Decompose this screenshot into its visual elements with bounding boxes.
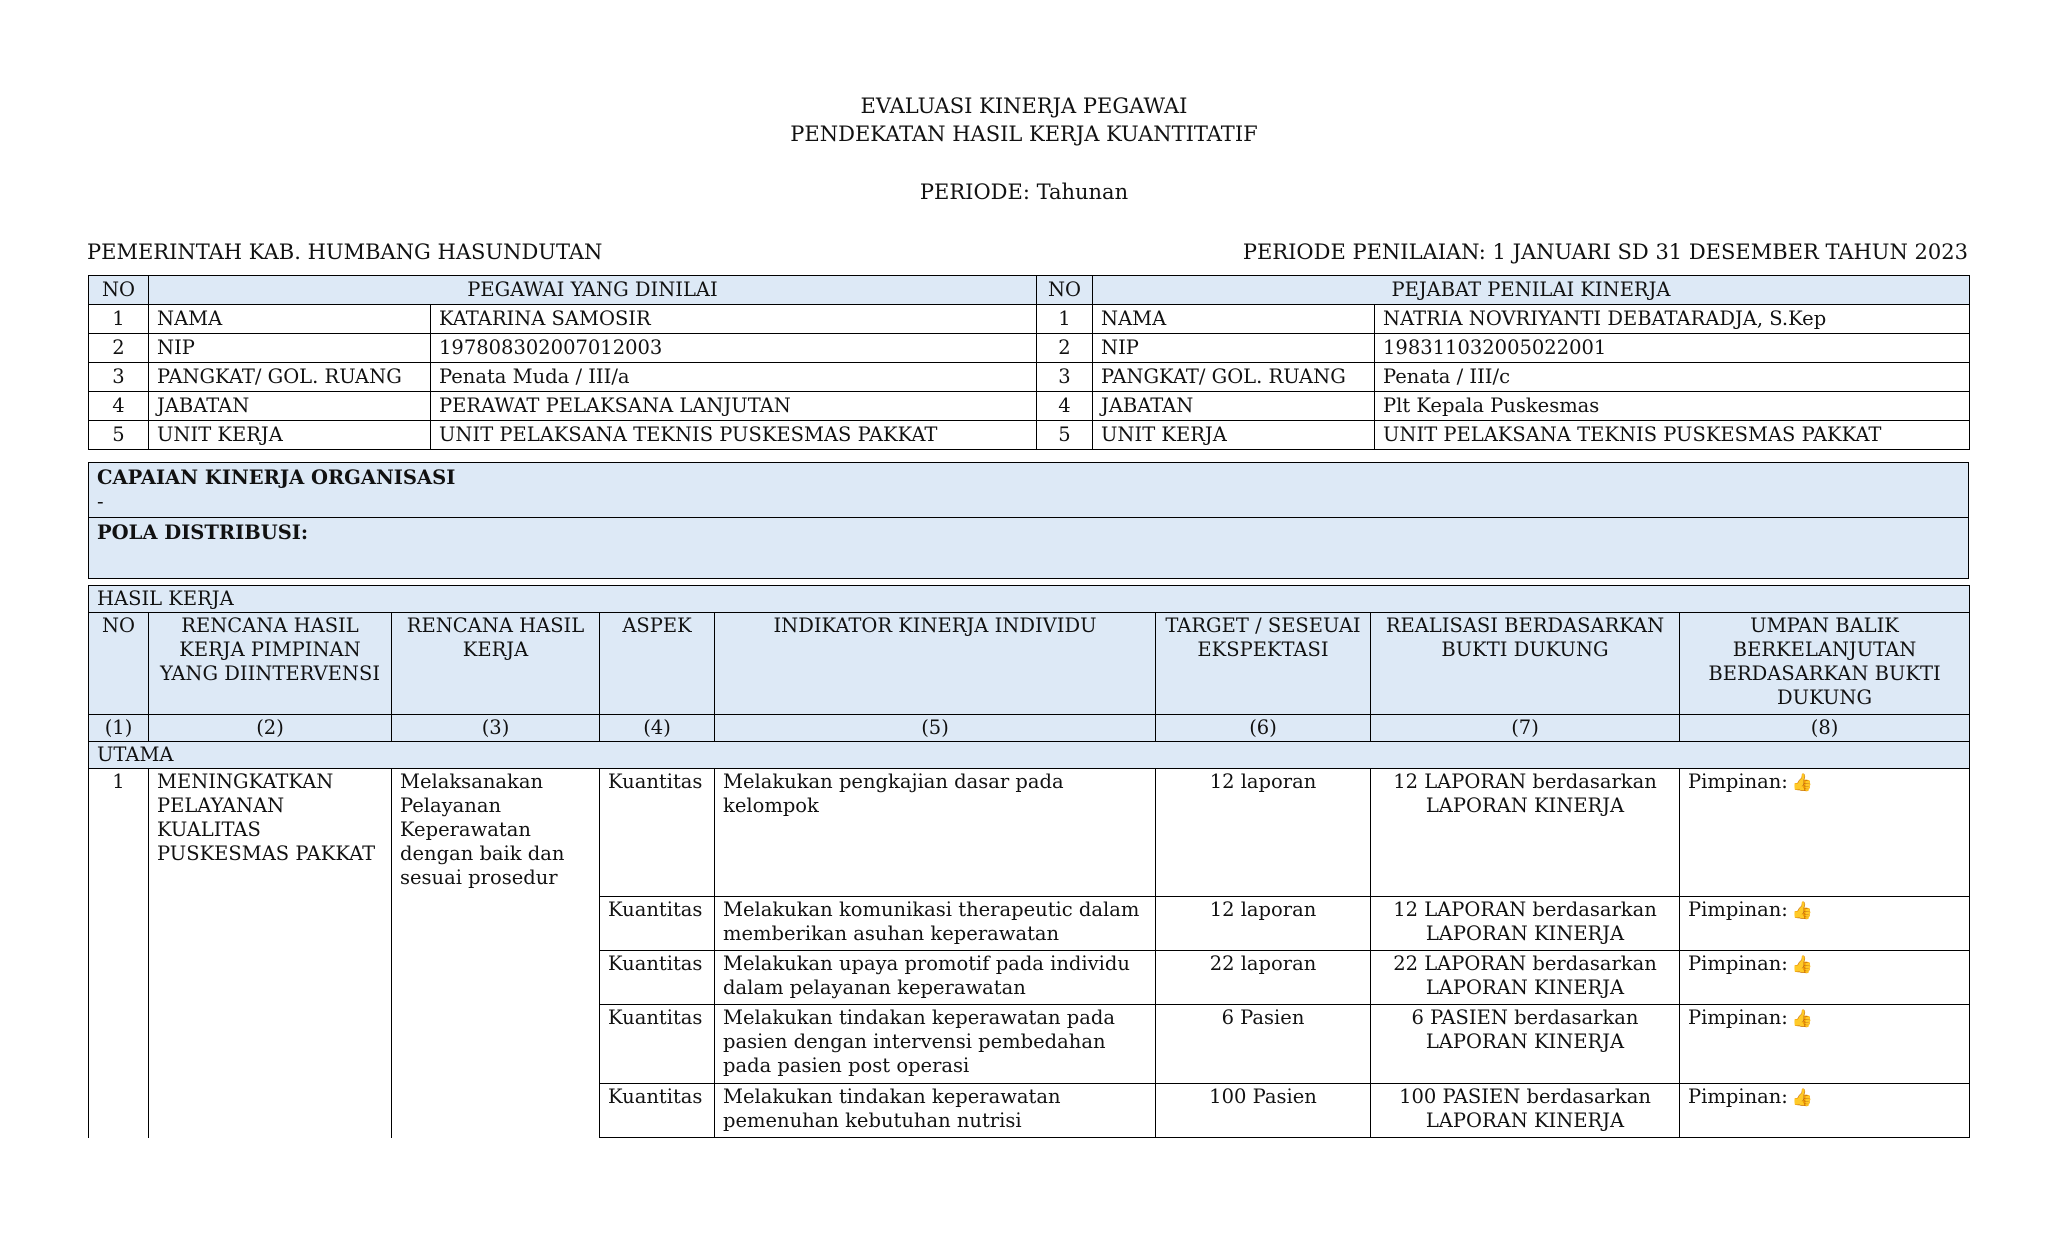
column-number: (5) (715, 715, 1156, 742)
realisasi-cell: 6 PASIEN berdasarkan LAPORAN KINERJA (1371, 1005, 1680, 1084)
pegawai-dinilai-header: PEGAWAI YANG DINILAI (149, 276, 1037, 305)
thumbs-up-icon: 👍 (1791, 955, 1814, 975)
umpan-balik-cell (1680, 951, 1970, 1005)
umpan-balik-label: Pimpinan: (1688, 1006, 1788, 1029)
table-row (89, 305, 1970, 334)
column-header: RENCANA HASIL KERJA PIMPINAN YANG DIINTERVENSI (149, 613, 392, 715)
row-no: 5 (89, 421, 149, 450)
indikator-cell: Melakukan tindakan keperawatan pada pasien dengan intervensi pembedahan pada pasien post operasi (715, 1005, 1156, 1084)
column-header: INDIKATOR KINERJA INDIVIDU (715, 613, 1156, 715)
document-subtitle: PENDEKATAN HASIL KERJA KUANTITATIF (790, 122, 1258, 146)
row-label: NIP (1093, 334, 1375, 363)
row-value: 198311032005022001 (1375, 334, 1970, 363)
capaian-row (89, 463, 1969, 518)
row-no: 3 (1037, 363, 1093, 392)
entry-no: 1 (89, 769, 149, 1138)
row-label: UNIT KERJA (149, 421, 431, 450)
umpan-balik-label: Pimpinan: (1688, 770, 1788, 793)
row-no: 4 (1037, 392, 1093, 421)
rencana-pimpinan: MENINGKATKAN PELAYANAN KUALITAS PUSKESMAS PAKKAT (149, 769, 392, 1138)
realisasi-cell: 12 LAPORAN berdasarkan LAPORAN KINERJA (1371, 897, 1680, 951)
section-label: HASIL KERJA (89, 586, 1970, 613)
row-value: Penata Muda / III/a (431, 363, 1037, 392)
pegawai-header-row (89, 276, 1970, 305)
pegawai-table (88, 275, 1970, 450)
row-no: 1 (1037, 305, 1093, 334)
column-number: (2) (149, 715, 392, 742)
row-label: NAMA (149, 305, 431, 334)
row-label: JABATAN (149, 392, 431, 421)
column-header: TARGET / SESEUAI EKSPEKTASI (1156, 613, 1371, 715)
umpan-balik-cell (1680, 769, 1970, 897)
capaian-value: - (97, 490, 104, 513)
group-label: UTAMA (89, 742, 1970, 769)
group-row (89, 742, 1970, 769)
column-number: (1) (89, 715, 149, 742)
capaian-cell (89, 463, 1969, 518)
thumbs-up-icon: 👍 (1791, 1088, 1814, 1108)
table-row (89, 421, 1970, 450)
row-no: 5 (1037, 421, 1093, 450)
thumbs-up-icon: 👍 (1791, 1009, 1814, 1029)
row-value: Penata / III/c (1375, 363, 1970, 392)
row-label: NAMA (1093, 305, 1375, 334)
hasil-kerja-table (88, 585, 1970, 1138)
target-cell: 12 laporan (1156, 897, 1371, 951)
target-cell: 12 laporan (1156, 769, 1371, 897)
indikator-cell: Melakukan komunikasi therapeutic dalam memberikan asuhan keperawatan (715, 897, 1156, 951)
indikator-cell: Melakukan pengkajian dasar pada kelompok (715, 769, 1156, 897)
row-value: PERAWAT PELAKSANA LANJUTAN (431, 392, 1037, 421)
realisasi-cell: 22 LAPORAN berdasarkan LAPORAN KINERJA (1371, 951, 1680, 1005)
aspek-cell: Kuantitas (600, 951, 715, 1005)
umpan-balik-label: Pimpinan: (1688, 952, 1788, 975)
target-cell: 6 Pasien (1156, 1005, 1371, 1084)
column-number: (4) (600, 715, 715, 742)
row-value: UNIT PELAKSANA TEKNIS PUSKESMAS PAKKAT (431, 421, 1037, 450)
aspek-cell: Kuantitas (600, 897, 715, 951)
realisasi-cell: 100 PASIEN berdasarkan LAPORAN KINERJA (1371, 1084, 1680, 1138)
organisasi-table (88, 462, 1969, 579)
row-label: JABATAN (1093, 392, 1375, 421)
umpan-balik-cell (1680, 897, 1970, 951)
document-title: EVALUASI KINERJA PEGAWAI (860, 94, 1188, 118)
indikator-cell: Melakukan upaya promotif pada individu dalam pelayanan keperawatan (715, 951, 1156, 1005)
aspek-cell: Kuantitas (600, 769, 715, 897)
pejabat-penilai-header: PEJABAT PENILAI KINERJA (1093, 276, 1970, 305)
target-cell: 100 Pasien (1156, 1084, 1371, 1138)
pola-cell (89, 518, 1969, 579)
umpan-balik-cell (1680, 1005, 1970, 1084)
row-label: UNIT KERJA (1093, 421, 1375, 450)
col-no-header: NO (89, 276, 149, 305)
row-value: Plt Kepala Puskesmas (1375, 392, 1970, 421)
column-number: (6) (1156, 715, 1371, 742)
target-cell: 22 laporan (1156, 951, 1371, 1005)
column-header: UMPAN BALIK BERKELANJUTAN BERDASARKAN BUKTI DUKUNG (1680, 613, 1970, 715)
pola-label: POLA DISTRIBUSI: (97, 521, 309, 544)
column-header: REALISASI BERDASARKAN BUKTI DUKUNG (1371, 613, 1680, 715)
periode-label: PERIODE: Tahunan (919, 180, 1129, 204)
section-row (89, 586, 1970, 613)
thumbs-up-icon: 👍 (1791, 773, 1814, 793)
indikator-cell: Melakukan tindakan keperawatan pemenuhan kebutuhan nutrisi (715, 1084, 1156, 1138)
row-label: PANGKAT/ GOL. RUANG (1093, 363, 1375, 392)
umpan-balik-label: Pimpinan: (1688, 898, 1788, 921)
table-row (89, 334, 1970, 363)
col-no-header: NO (1037, 276, 1093, 305)
row-label: PANGKAT/ GOL. RUANG (149, 363, 431, 392)
column-header-row (89, 613, 1970, 715)
row-value: NATRIA NOVRIYANTI DEBATARADJA, S.Kep (1375, 305, 1970, 334)
column-header: RENCANA HASIL KERJA (392, 613, 600, 715)
column-header: NO (89, 613, 149, 715)
aspek-cell: Kuantitas (600, 1084, 715, 1138)
row-value: KATARINA SAMOSIR (431, 305, 1037, 334)
table-row (89, 363, 1970, 392)
column-number-row (89, 715, 1970, 742)
column-number: (7) (1371, 715, 1680, 742)
column-number: (8) (1680, 715, 1970, 742)
row-label: NIP (149, 334, 431, 363)
row-value: 197808302007012003 (431, 334, 1037, 363)
row-no: 1 (89, 305, 149, 334)
pola-row (89, 518, 1969, 579)
row-no: 2 (1037, 334, 1093, 363)
rencana-hasil: Melaksanakan Pelayanan Keperawatan dengan baik dan sesuai prosedur (392, 769, 600, 1138)
row-no: 2 (89, 334, 149, 363)
row-value: UNIT PELAKSANA TEKNIS PUSKESMAS PAKKAT (1375, 421, 1970, 450)
umpan-balik-cell (1680, 1084, 1970, 1138)
umpan-balik-label: Pimpinan: (1688, 1085, 1788, 1108)
table-row (89, 769, 1970, 897)
periode-penilaian-label: PERIODE PENILAIAN: 1 JANUARI SD 31 DESEMBER TAHUN 2023 (1242, 240, 1968, 264)
realisasi-cell: 12 LAPORAN berdasarkan LAPORAN KINERJA (1371, 769, 1680, 897)
instansi-label: PEMERINTAH KAB. HUMBANG HASUNDUTAN (87, 240, 603, 264)
thumbs-up-icon: 👍 (1791, 901, 1814, 921)
row-no: 4 (89, 392, 149, 421)
capaian-label: CAPAIAN KINERJA ORGANISASI (97, 466, 456, 489)
column-header: ASPEK (600, 613, 715, 715)
row-no: 3 (89, 363, 149, 392)
table-row (89, 392, 1970, 421)
aspek-cell: Kuantitas (600, 1005, 715, 1084)
column-number: (3) (392, 715, 600, 742)
